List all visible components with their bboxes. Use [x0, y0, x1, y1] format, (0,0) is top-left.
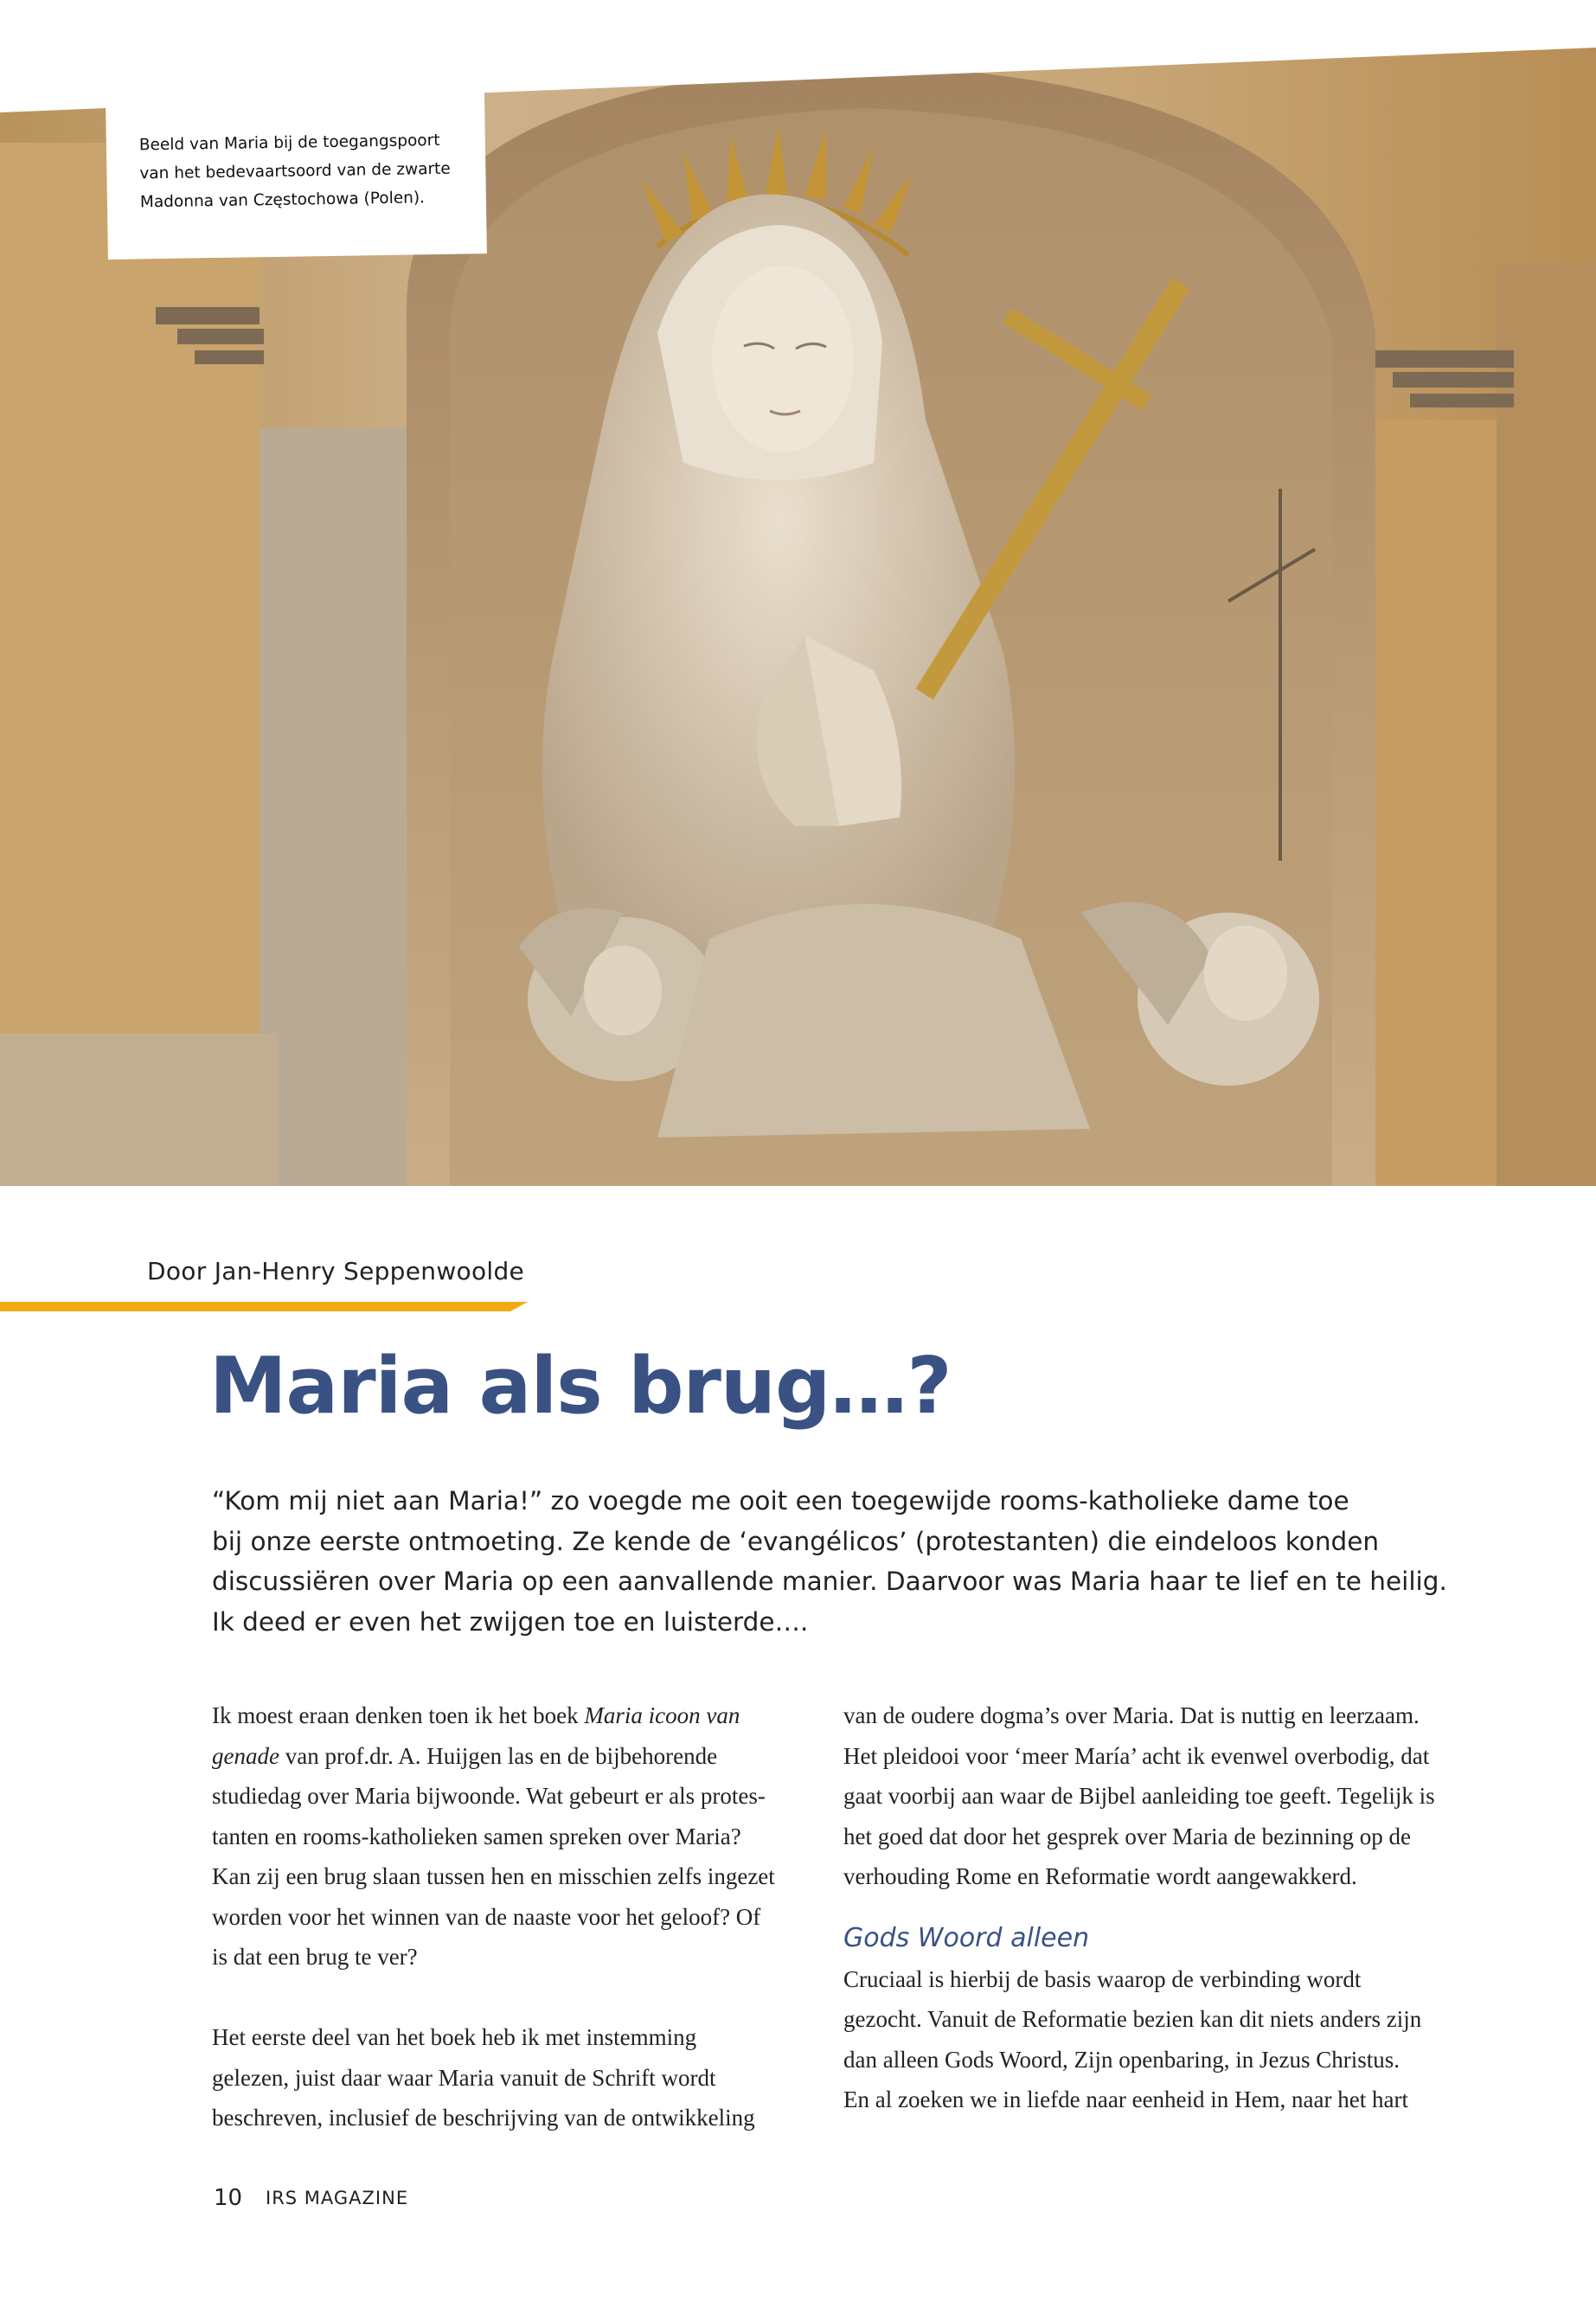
lead-paragraph — [212, 1481, 1466, 1642]
body-line: Cruciaal is hierbij de basis waarop de verbinding wordt — [843, 1965, 1362, 1992]
caption-line: van het bedevaartsoord van de zwarte — [139, 159, 451, 183]
body-line: Het pleidooi voor ‘meer María’ acht ik evenwel overbodig, dat — [843, 1742, 1430, 1769]
lead-line: “Kom mij niet aan Maria!” zo voegde me ooit een toegewijde rooms-katholieke dame toe — [212, 1486, 1349, 1516]
body-line — [212, 1695, 800, 1736]
body-line: gelezen, juist daar waar Maria vanuit de Schrift wordt — [212, 2064, 716, 2091]
body-column-left — [212, 1695, 800, 2138]
body-line: van de oudere dogma’s over Maria. Dat is nuttig en leerzaam. — [843, 1702, 1420, 1728]
body-line: gezocht. Vanuit de Reformatie bezien kan dit niets anders zijn — [843, 2006, 1422, 2032]
body-line: is dat een brug te ver? — [212, 1944, 418, 1970]
caption-line: Beeld van Maria bij de toegangspoort — [138, 131, 440, 155]
body-line: het goed dat door het gesprek over Maria de bezinning op de — [843, 1823, 1412, 1849]
caption-line: Madonna van Częstochowa (Polen). — [139, 189, 426, 212]
body-line: worden voor het winnen van de naaste voor het geloof? Of — [212, 1903, 761, 1930]
page-number: 10 — [214, 2185, 243, 2211]
lead-line: discussiëren over Maria op een aanvallende manier. Daarvoor was Maria haar te lief en te heilig. — [212, 1567, 1447, 1596]
section-subheading: Gods Woord alleen — [843, 1922, 1090, 1953]
lead-line: bij onze eerste ontmoeting. Ze kende de ‘evangélicos’ (protestanten) die eindeloos konden — [212, 1526, 1380, 1556]
lead-line: Ik deed er even het zwijgen toe en luisterde…. — [212, 1606, 809, 1637]
magazine-name: IRS MAGAZINE — [266, 2188, 409, 2208]
body-text: Ik moest eraan denken toen ik het boek — [212, 1702, 585, 1728]
author-byline: Door Jan-Henry Seppenwoolde — [147, 1257, 525, 1285]
body-line: verhouding Rome en Reformatie wordt aangewakkerd. — [843, 1863, 1357, 1889]
book-title: Maria icoon van — [584, 1702, 740, 1728]
body-line: gaat voorbij aan waar de Bijbel aanleiding toe geeft. Tegelijk is — [843, 1783, 1435, 1809]
body-line: En al zoeken we in liefde naar eenheid in Hem, naar het hart — [843, 2086, 1408, 2112]
body-line: studiedag over Maria bijwoonde. Wat gebeurt er als protes- — [212, 1783, 766, 1809]
body-line: dan alleen Gods Woord, Zijn openbaring, in Jezus Christus. — [843, 2046, 1400, 2073]
body-line — [212, 1736, 800, 1777]
body-line: beschreven, inclusief de beschrijving van de ontwikkeling — [212, 2105, 755, 2131]
body-line: tanten en rooms-katholieken samen spreken over Maria? — [212, 1823, 741, 1849]
paragraph-gap — [212, 1977, 800, 2018]
body-text: van prof.dr. A. Huijgen las en de bijbehorende — [279, 1742, 718, 1769]
book-title: genade — [212, 1742, 279, 1769]
article-title: Maria als brug…? — [209, 1341, 952, 1432]
body-line: Het eerste deel van het boek heb ik met instemming — [212, 2024, 697, 2050]
body-column-right — [843, 1695, 1466, 2120]
photo-caption — [106, 91, 487, 260]
body-line: Kan zij een brug slaan tussen hen en misschien zelfs ingezet — [212, 1863, 775, 1889]
accent-rule — [0, 1302, 528, 1311]
